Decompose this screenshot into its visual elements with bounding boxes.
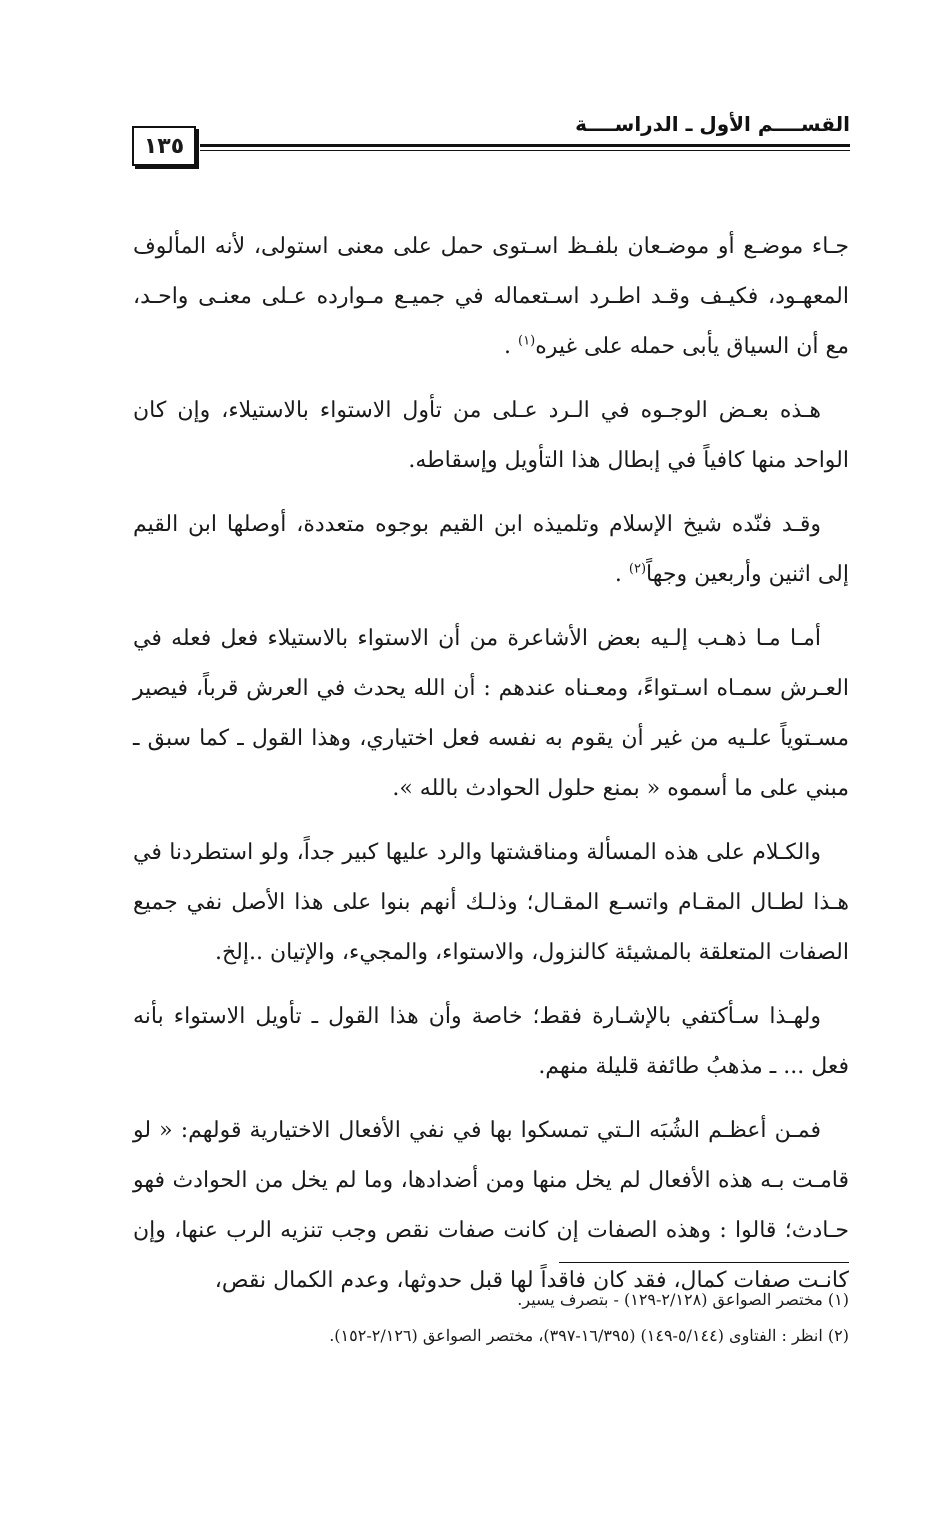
- footnote-separator: [559, 1262, 849, 1263]
- paragraph-3: [133, 500, 849, 600]
- paragraph-3-end: .: [614, 562, 629, 587]
- paragraph-1: [133, 222, 849, 372]
- paragraph-3-text: وقـد فنّده شيخ الإسلام وتلميذه ابن القيم بوجوه متعددة، أوصلها ابن القيم إلى اثنين وأربعين وجهاً: [133, 512, 849, 587]
- paragraph-1-end: .: [504, 334, 519, 359]
- page-number: ١٣٥: [132, 126, 196, 166]
- running-header-title: القســــم الأول ـ الدراســــة: [575, 112, 850, 136]
- header-rule-thin: [200, 150, 850, 151]
- paragraph-5: والكـلام على هذه المسألة ومناقشتها والرد عليها كبير جداً، ولو استطردنا في هـذا لطـال المقـام واتسـع المقـال؛ وذلـك أنهم بنوا على هذا الأصل نفي جميع الصفات المتعلقة بالمشيئة كالنزول، والاستواء، والمجيء، والإتيان ..إلخ.: [133, 840, 849, 965]
- paragraph-6: ولهـذا سـأكتفي بالإشـارة فقط؛ خاصة وأن هذا القول ـ تأويل الاستواء بأنه فعل ... ـ مذهبُ طائفة قليلة منهم.: [133, 1004, 849, 1079]
- paragraph-2: هـذه بعـض الوجـوه في الـرد عـلى من تأول الاستواء بالاستيلاء، وإن كان الواحد منها كافياً في إبطال هذا التأويل وإسقاطه.: [133, 398, 849, 473]
- footnote-ref-1[interactable]: (١): [518, 333, 536, 349]
- footnote-ref-2[interactable]: (٢): [628, 561, 647, 577]
- footnote-1: (١) مختصر الصواعق (٢/١٢٨-١٢٩) - بتصرف يسير.: [517, 1290, 849, 1309]
- header-rule: [200, 144, 850, 147]
- footnote-2: (٢) انظر : الفتاوى (٥/١٤٤-١٤٩) (١٦/٣٩٥-٣٩٧)، مختصر الصواعق (٢/١٢٦-١٥٢).: [329, 1326, 849, 1345]
- paragraph-4: أمـا مـا ذهـب إلـيه بعض الأشاعرة من أن الاستواء بالاستيلاء فعل فعله في العـرش سمـاه اسـتواءً، ومعـناه عندهم : أن الله يحدث في العرش قرباً، فيصير مسـتوياً علـيه من غير أن يقوم به نفسه فعل اختياري، وهذا القول ـ كما سبق ـ مبني على ما أسموه « بمنع حلول الحوادث بالله ».: [133, 626, 849, 801]
- paragraph-7: فمـن أعظـم الشُبَه الـتي تمسكوا بها في نفي الأفعال الاختيارية قولهم: « لو قامـت بـه هذه الأفعال لم يخل منها ومن أضدادها، وما لم يخل من الحوادث فهو حـادث؛ قالوا : وهذه الصفات إن كانت صفات نقص وجب تنزيه الرب عنها، وإن كانـت صفات كمال، فقد كان فاقداً لها قبل حدوثها، وعدم الكمال نقص،: [133, 1118, 849, 1293]
- paragraph-1-text: جـاء موضـع أو موضـعان بلفـظ اسـتوى حمل على معنى استولى، لأنه المألوف المعهـود، فكيـف وقـد اطـرد اسـتعماله في جميـع مـوارده عـلى معنـى واحـد، مع أن السياق يأبى حمله على غيره: [133, 234, 849, 359]
- running-header: [130, 108, 850, 168]
- main-text: [133, 222, 849, 1320]
- footnotes: [133, 1282, 849, 1354]
